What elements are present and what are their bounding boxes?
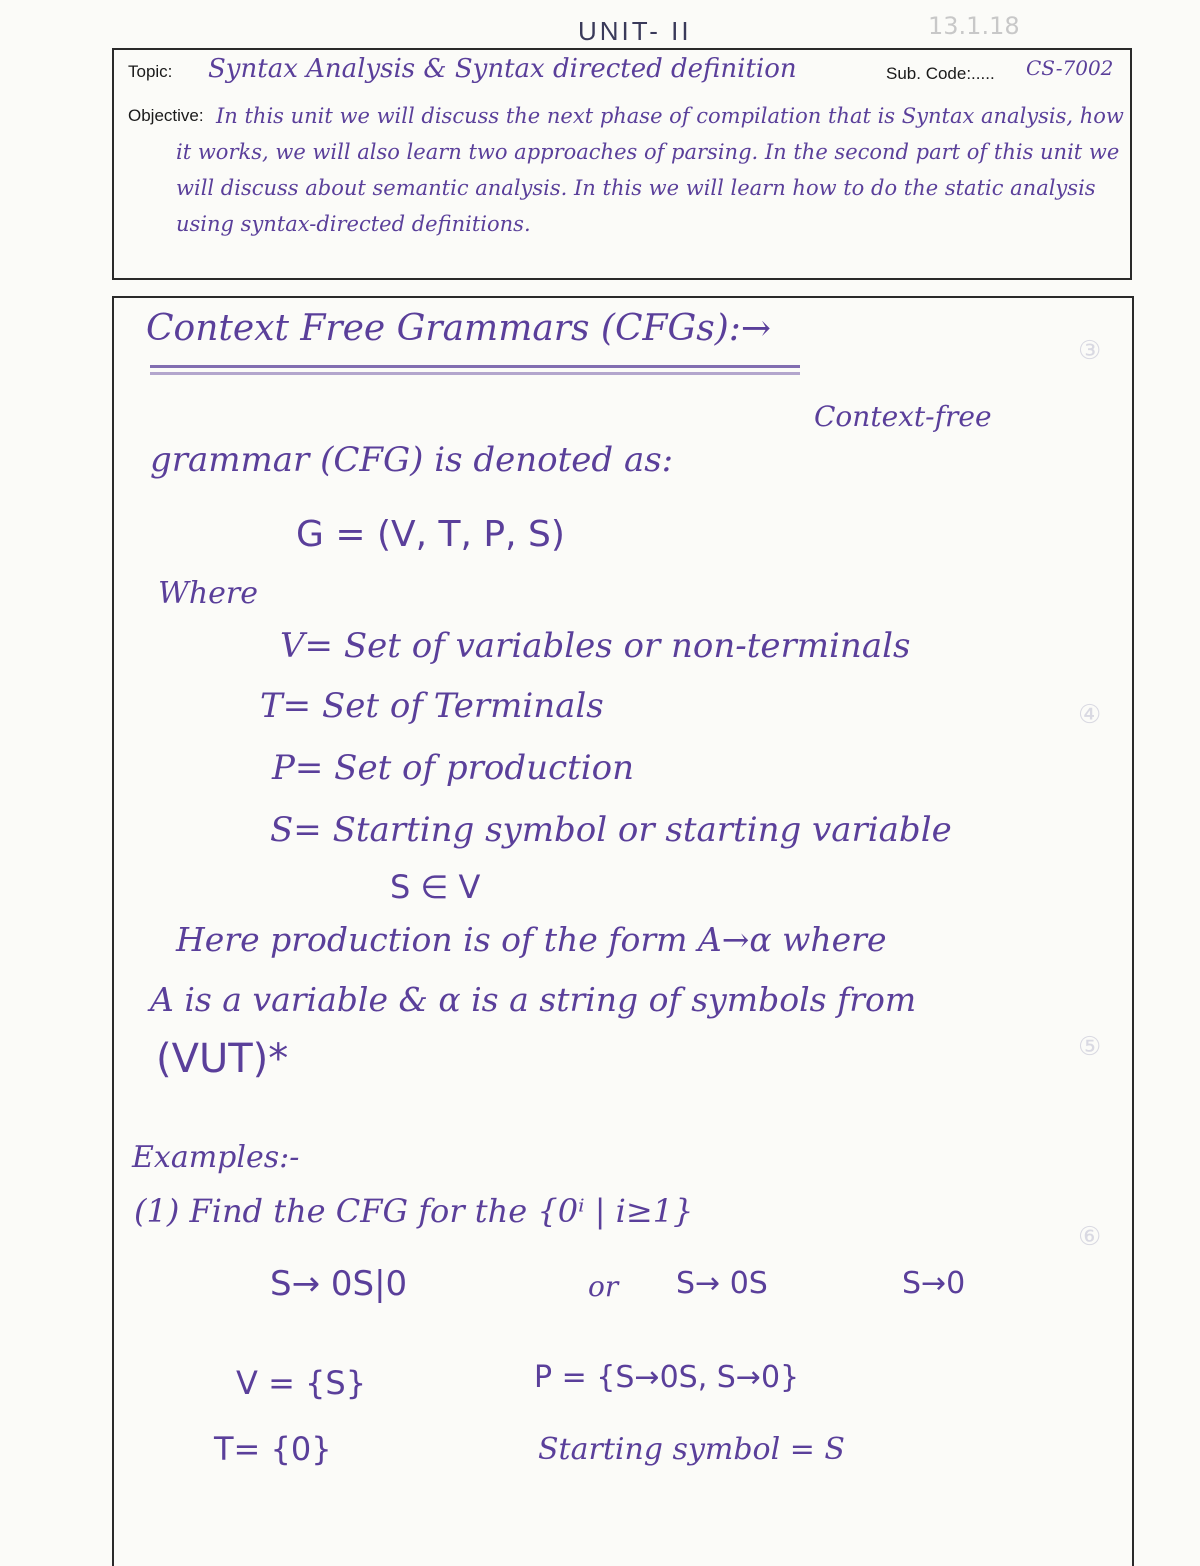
heading-underline bbox=[150, 365, 800, 368]
example-1-rule-3: S→0 bbox=[902, 1266, 966, 1301]
objective-body: In this unit we will discuss the next phase of compilation that is Syntax analysis, how it works, we will also learn two approaches of parsing. In the second part of this unit we will discuss about semantic analysis. In this we will learn how to do the static analysis using syntax-directed definitions. bbox=[176, 104, 1124, 236]
where-label: Where bbox=[158, 576, 259, 611]
objective-label: Objective: bbox=[128, 106, 204, 125]
example-1-rule-1: S→ 0S|0 bbox=[270, 1264, 408, 1304]
bleed-mark: ④ bbox=[1078, 700, 1102, 730]
production-line-1: Here production is of the form A→α where bbox=[176, 920, 887, 959]
example-1-start: Starting symbol = S bbox=[538, 1432, 845, 1467]
s-in-v: S ∈ V bbox=[390, 868, 481, 906]
bleed-mark: ③ bbox=[1078, 336, 1102, 366]
example-1-rule-2: S→ 0S bbox=[676, 1266, 768, 1301]
bleed-mark: ⑥ bbox=[1078, 1222, 1102, 1252]
def-v: V= Set of variables or non-terminals bbox=[280, 626, 911, 666]
def-p: P= Set of production bbox=[272, 748, 635, 788]
subcode-label: Sub. Code:..... bbox=[886, 64, 995, 83]
def-t: T= Set of Terminals bbox=[260, 686, 604, 726]
subcode-value: CS-7002 bbox=[1026, 56, 1114, 80]
cf-label: Context-free bbox=[814, 400, 992, 433]
topic-text: Syntax Analysis & Syntax directed definition bbox=[208, 54, 797, 84]
grammar-tuple: G = (V, T, P, S) bbox=[296, 514, 565, 555]
production-line-2: A is a variable & α is a string of symbols from bbox=[150, 980, 917, 1019]
example-1-or: or bbox=[588, 1270, 619, 1303]
production-line-3: (VUT)* bbox=[156, 1036, 289, 1082]
intro-line: grammar (CFG) is denoted as: bbox=[150, 440, 674, 480]
unit-title: UNIT- II bbox=[578, 16, 692, 46]
topic-label: Topic: bbox=[128, 62, 173, 81]
section-heading: Context Free Grammars (CFGs):→ bbox=[146, 308, 772, 349]
example-1-p: P = {S→0S, S→0} bbox=[534, 1360, 800, 1395]
page-date: 13.1.18 bbox=[928, 12, 1020, 40]
bleed-mark: ⑤ bbox=[1078, 1032, 1102, 1062]
examples-label: Examples:- bbox=[132, 1140, 300, 1175]
header-box bbox=[112, 48, 1132, 280]
example-1-t: T= {0} bbox=[214, 1430, 332, 1468]
example-1-v: V = {S} bbox=[236, 1364, 367, 1402]
example-1-question: (1) Find the CFG for the {0ⁱ | i≥1} bbox=[134, 1192, 694, 1230]
objective-text bbox=[176, 98, 1124, 242]
def-s: S= Starting symbol or starting variable bbox=[270, 810, 952, 850]
heading-underline-2 bbox=[150, 372, 800, 375]
